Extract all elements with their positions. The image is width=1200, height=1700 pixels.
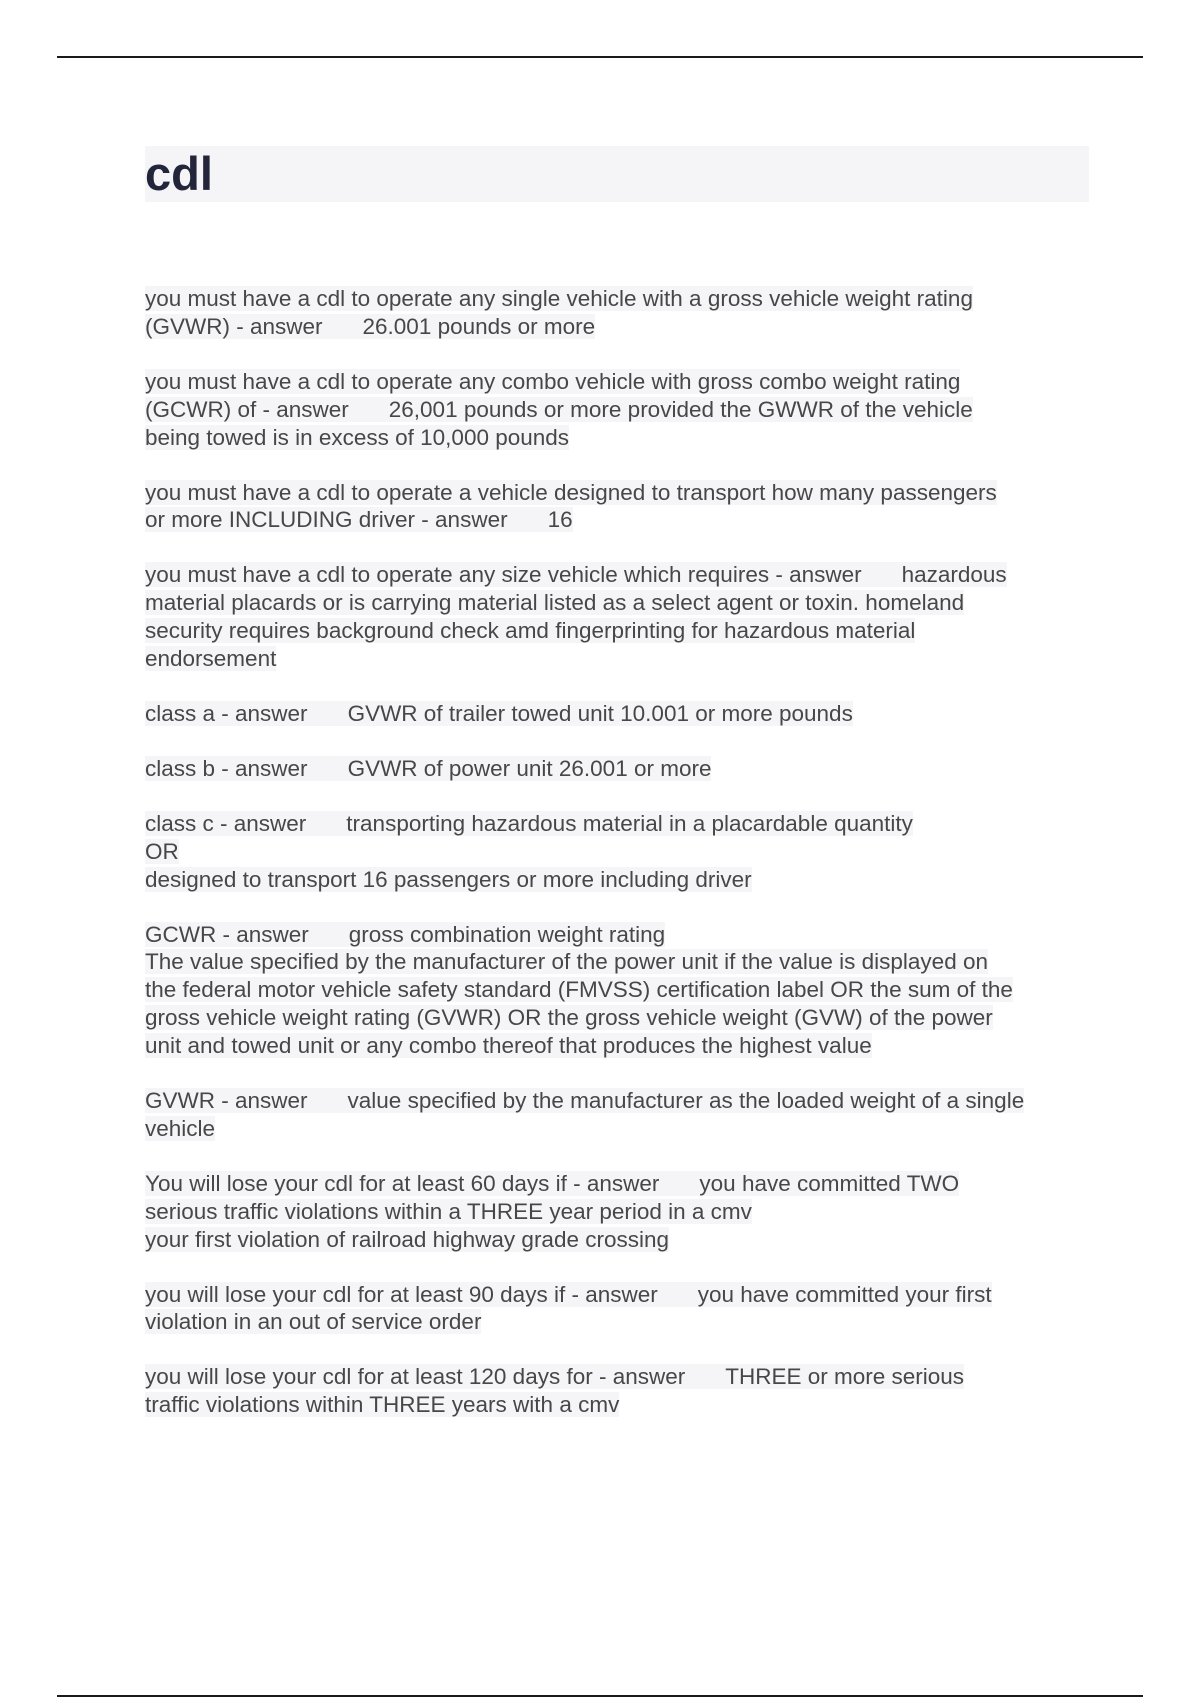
document-title: cdl	[145, 147, 213, 200]
question-text: class c - answer	[145, 810, 307, 836]
entry-text: OR	[145, 838, 179, 864]
entry-text: you must have a cdl to operate any combo vehicle with gross combo weight rating	[145, 368, 961, 394]
entry-text: you must have a cdl to operate any single vehicle with a gross vehicle weight rating	[145, 286, 973, 311]
qa-entry	[145, 700, 1090, 728]
answer-text: you have committed TWO	[699, 1170, 960, 1196]
question-text: (GVWR) - answer	[145, 313, 323, 339]
footer-rule	[57, 1695, 1143, 1697]
answer-text: THREE or more serious	[725, 1364, 965, 1390]
entry-text: serious traffic violations within a THREE year period in a cmv	[145, 1198, 752, 1224]
question-text: GCWR - answer	[145, 921, 309, 947]
answer-text: transporting hazardous material in a placardable quantity	[346, 810, 913, 836]
question-text: you must have a cdl to operate any size vehicle which requires - answer	[145, 562, 862, 588]
answer-text: 26.001 pounds or more	[362, 313, 596, 339]
answer-text: 16	[547, 507, 573, 533]
qa-entry	[145, 1170, 1090, 1254]
answer-text: value specified by the manufacturer as the loaded weight of a single	[347, 1088, 1025, 1114]
qa-entry	[145, 755, 1090, 783]
answer-text: GVWR of power unit 26.001 or more	[347, 755, 712, 781]
qa-entry	[145, 561, 1090, 673]
qa-entry	[145, 1087, 1090, 1143]
entry-text: The value specified by the manufacturer of the power unit if the value is displayed on	[145, 949, 988, 975]
entry-text: vehicle	[145, 1115, 216, 1141]
entry-text: you must have a cdl to operate a vehicle designed to transport how many passengers	[145, 479, 997, 505]
question-text: GVWR - answer	[145, 1088, 308, 1114]
answer-text: you have committed your first	[697, 1281, 992, 1307]
question-text: You will lose your cdl for at least 60 days if - answer	[145, 1170, 660, 1196]
entry-text: material placards or is carrying material listed as a select agent or toxin. homeland	[145, 590, 965, 616]
answer-text: GVWR of trailer towed unit 10.001 or more pounds	[347, 700, 853, 726]
qa-entry	[145, 810, 1090, 894]
entry-text: violation in an out of service order	[145, 1309, 482, 1335]
entry-text: your first violation of railroad highway grade crossing	[145, 1226, 670, 1252]
qa-entry	[145, 285, 1090, 341]
entry-text: traffic violations within THREE years with a cmv	[145, 1392, 620, 1418]
qa-entry	[145, 921, 1090, 1061]
entry-text: designed to transport 16 passengers or more including driver	[145, 866, 752, 892]
question-text: class b - answer	[145, 755, 308, 781]
entry-text: endorsement	[145, 646, 277, 672]
qa-entry	[145, 479, 1090, 535]
answer-text: gross combination weight rating	[348, 921, 666, 947]
entry-text: security requires background check amd fingerprinting for hazardous material	[145, 618, 916, 644]
question-text: you will lose your cdl for at least 90 days if - answer	[145, 1281, 658, 1307]
entry-text: unit and towed unit or any combo thereof that produces the highest value	[145, 1033, 872, 1059]
qa-entry	[145, 1363, 1090, 1419]
entry-text: gross vehicle weight rating (GVWR) OR the gross vehicle weight (GVW) of the power	[145, 1005, 993, 1031]
document-body	[145, 285, 1090, 1446]
question-text: class a - answer	[145, 700, 308, 726]
answer-text: 26,001 pounds or more provided the GWWR of the vehicle	[388, 396, 973, 422]
entry-text: being towed is in excess of 10,000 pounds	[145, 424, 570, 450]
question-text: you will lose your cdl for at least 120 days for - answer	[145, 1364, 686, 1390]
qa-entry	[145, 368, 1090, 452]
entry-text: the federal motor vehicle safety standard (FMVSS) certification label OR the sum of the	[145, 977, 1013, 1003]
answer-text: hazardous	[901, 562, 1007, 588]
qa-entry	[145, 1281, 1090, 1337]
header-rule	[57, 56, 1143, 58]
title-highlight	[145, 146, 1089, 202]
question-text: (GCWR) of - answer	[145, 396, 349, 422]
question-text: or more INCLUDING driver - answer	[145, 507, 508, 533]
